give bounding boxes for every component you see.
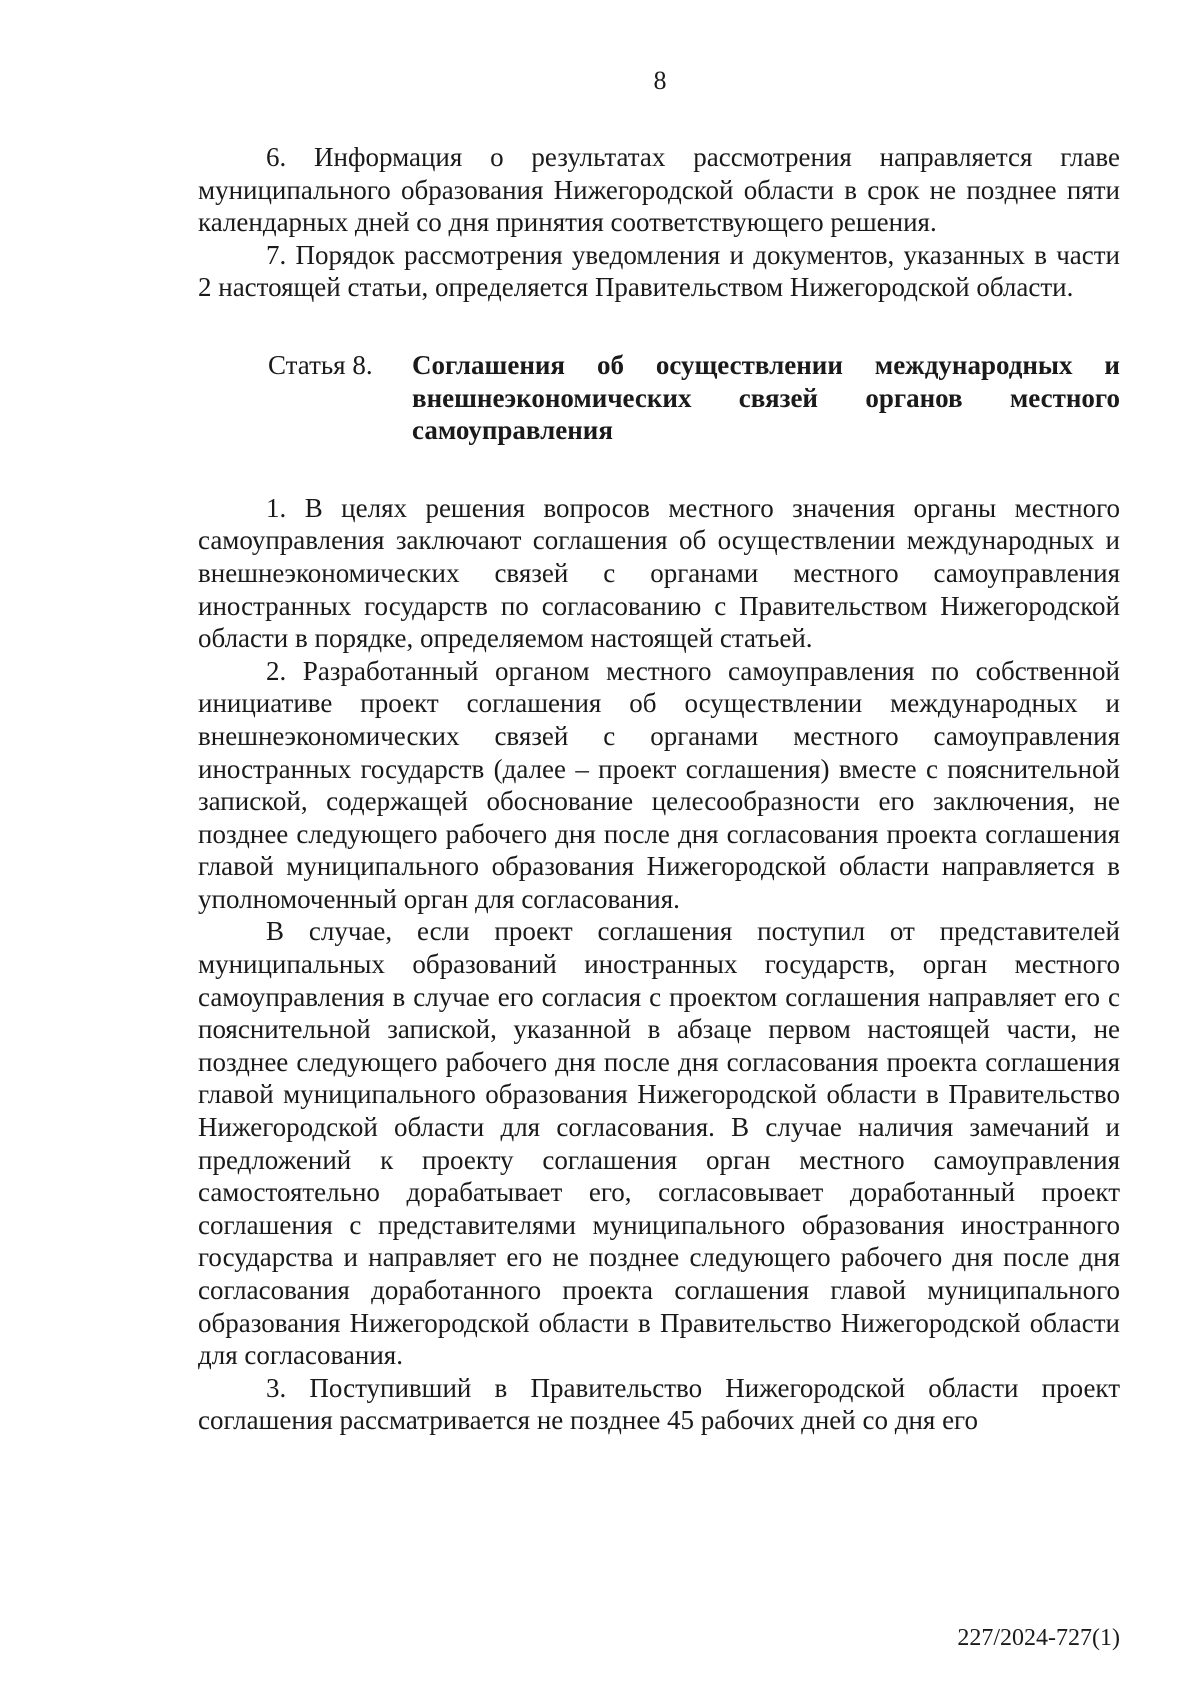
article-heading (198, 349, 1120, 447)
paragraph-part-1: 1. В целях решения вопросов местного значения органы местного самоуправления заключают соглашения об осуществлении международных и внешнеэкономических связей с органами местного самоуправления иностранных государств по согласованию с Правительством Нижегородской области в порядке, определяемом настоящей статьей. (198, 492, 1120, 654)
page-number: 8 (653, 66, 667, 95)
article-title: Соглашения об осуществлении международных и внешнеэкономических связей органов местного самоуправления (412, 349, 1120, 446)
document-body (198, 141, 1120, 1437)
article-label: Статья 8. (268, 349, 373, 380)
paragraph-part-2-second-abzac: В случае, если проект соглашения поступил от представителей муниципальных образований иностранных государств, орган местного самоуправления в случае его согласия с проектом соглашения направляет его с пояснительной запиской, указанной в абзаце первом настоящей части, не позднее следующего рабочего дня после дня согласования проекта соглашения главой муниципального образования Нижегородской области в Правительство Нижегородской области для согласования. В случае наличия замечаний и предложений к проекту соглашения орган местного самоуправления самостоятельно дорабатывает его, согласовывает доработанный проект соглашения с представителями муниципального образования иностранного государства и направляет его не позднее следующего рабочего дня после дня согласования доработанного проекта соглашения главой муниципального образования Нижегородской области в Правительство Нижегородской области для согласования. (198, 916, 1120, 1371)
paragraph-part-2: 2. Разработанный органом местного самоуправления по собственной инициативе проект соглашения об осуществлении международных и внешнеэкономических связей с органами местного самоуправления иностранных государств (далее – проект соглашения) вместе с пояснительной запиской, содержащей обоснование целесообразности его заключения, не позднее следующего рабочего дня после дня согласования проекта соглашения главой муниципального образования Нижегородской области направляется в уполномоченный орган для согласования. (198, 655, 1120, 914)
paragraph-item-6: 6. Информация о результатах рассмотрения направляется главе муниципального образования Нижегородской области в срок не позднее пяти календарных дней со дня принятия соответствующего решения. (198, 142, 1120, 238)
document-number: 227/2024-727(1) (957, 1625, 1120, 1651)
paragraph-item-7: 7. Порядок рассмотрения уведомления и документов, указанных в части 2 настоящей статьи, определяется Правительством Нижегородской области. (198, 239, 1120, 303)
paragraph-part-3: 3. Поступивший в Правительство Нижегородской области проект соглашения рассматривается не позднее 45 рабочих дней со дня его (198, 1372, 1120, 1436)
